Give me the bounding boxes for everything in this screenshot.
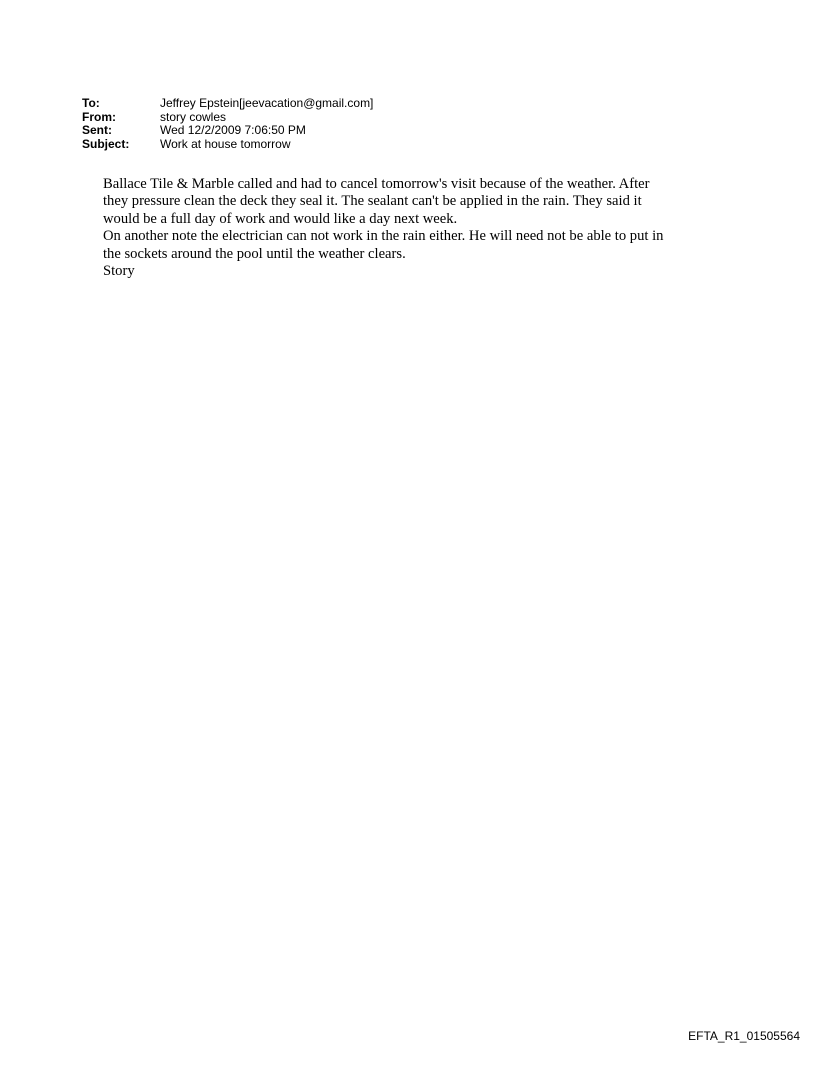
sent-label: Sent:	[82, 123, 112, 137]
subject-value: Work at house tomorrow	[160, 136, 291, 151]
subject-row	[82, 138, 373, 152]
body-line: the sockets around the pool until the weather clears.	[103, 245, 406, 262]
body-line: Ballace Tile & Marble called and had to cancel tomorrow's visit because of the weather. After	[103, 176, 650, 192]
signature: Story	[103, 263, 135, 280]
from-value: story cowles	[160, 109, 227, 124]
subject-label: Subject:	[82, 136, 130, 151]
from-label: From:	[82, 109, 116, 124]
email-header	[82, 97, 373, 151]
sent-row	[82, 124, 373, 138]
document-id: EFTA_R1_01505564	[688, 1029, 800, 1043]
body-line: On another note the electrician can not work in the rain either. He will need not be able to put in	[103, 228, 664, 245]
body-line: they pressure clean the deck they seal it. The sealant can't be applied in the rain. They said it	[103, 193, 642, 210]
sent-value: Wed 12/2/2009 7:06:50 PM	[160, 123, 306, 137]
to-label: To:	[82, 96, 100, 110]
body-line: would be a full day of work and would like a day next week.	[103, 210, 458, 227]
from-row	[82, 111, 373, 125]
to-row	[82, 97, 373, 111]
email-body	[103, 176, 743, 280]
to-value: Jeffrey Epstein[jeevacation@gmail.com]	[160, 96, 374, 110]
